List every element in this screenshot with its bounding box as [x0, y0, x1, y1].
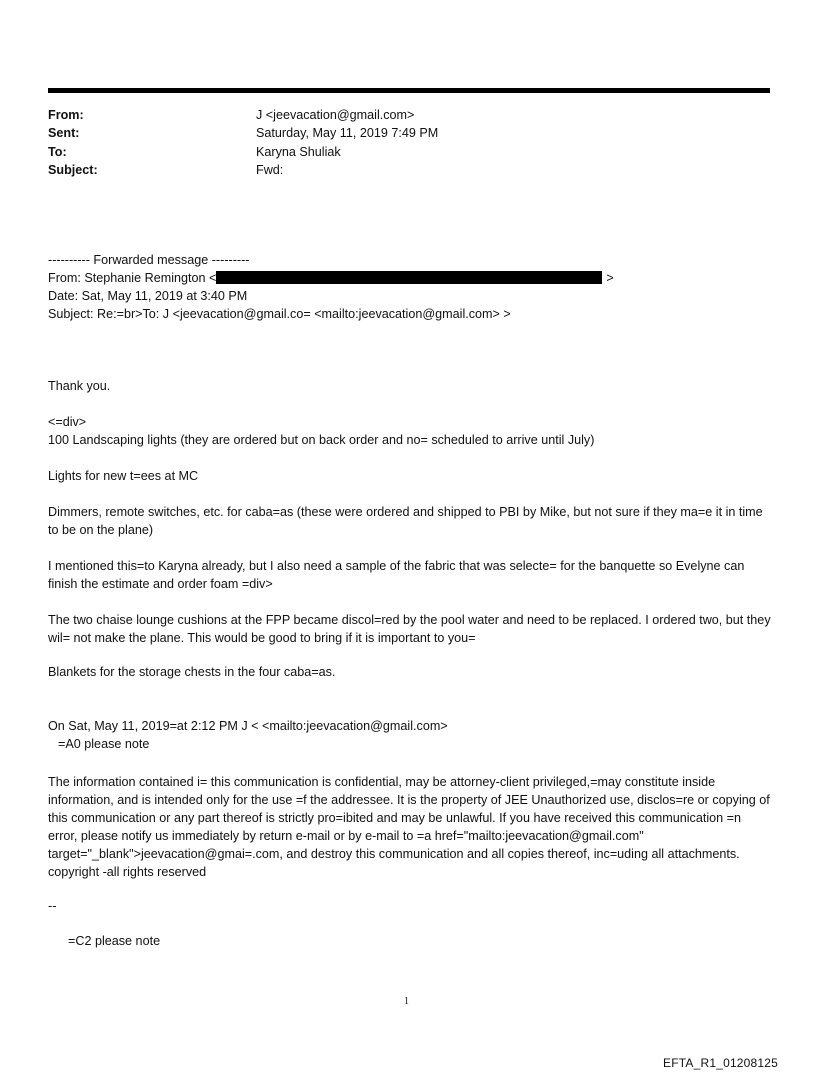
forwarded-subject: Subject: Re:=br>To: J <jeevacation@gmail.co= <mailto:jeevacation@gmail.com> > — [48, 307, 511, 321]
list-item: 100 Landscaping lights (they are ordered but on back order and no= scheduled to arrive until July) — [48, 433, 595, 447]
div-tag-text: <=div> — [48, 415, 87, 429]
forwarded-from — [48, 271, 614, 285]
from-label: From: — [48, 108, 84, 122]
thanks-text: Thank you. — [48, 379, 111, 393]
signature-dashes: -- — [48, 899, 57, 913]
quote-header: On Sat, May 11, 2019=at 2:12 PM J < <mailto:jeevacation@gmail.com> — [48, 719, 448, 733]
list-item: Dimmers, remote switches, etc. for caba=as (these were ordered and shipped to PBI by Mike, but not sure if they ma=e it in time to be on the plane) — [48, 505, 763, 537]
to-label: To: — [48, 145, 67, 159]
quote-note: =A0 please note — [58, 737, 150, 751]
from-value: J <jeevacation@gmail.com> — [256, 108, 415, 122]
disclaimer-text: The information contained i= this communication is confidential, may be attorney-client privileged,=may constitute inside information, and is intended only for the use =f the addressee. It is the property of JEE Unauthorized use, disclos=re or copying of this communication or any part thereof is strictly pro=ibited and may be unlawful. If you have received this communication =n error, please notify us immediately by return e-mail or by e-mail to =a href="mailto:jeevacation@gmail.com" target="_blank">jeevacation@gmai=.com, and destroy this communication and all copies thereof, inc=uding all attachments. copyright -all rights reserved — [48, 775, 770, 879]
document-id: EFTA_R1_01208125 — [663, 1056, 779, 1070]
forwarded-date: Date: Sat, May 11, 2019 at 3:40 PM — [48, 289, 248, 303]
list-item: Blankets for the storage chests in the four caba=as. — [48, 665, 336, 679]
subject-label: Subject: — [48, 163, 98, 177]
list-item: I mentioned this=to Karyna already, but I also need a sample of the fabric that was selecte= for the banquette so Evelyne can finish the estimate and order foam =div> — [48, 559, 745, 591]
page-number: 1 — [404, 996, 409, 1007]
header-rule — [48, 88, 770, 93]
forwarded-from-prefix: From: Stephanie Remington < — [48, 271, 217, 285]
footer-note: =C2 please note — [68, 934, 161, 948]
sent-label: Sent: — [48, 126, 80, 140]
list-item: Lights for new t=ees at MC — [48, 469, 199, 483]
forwarded-marker: ---------- Forwarded message --------- — [48, 253, 250, 267]
subject-value: Fwd: — [256, 163, 284, 177]
redaction-bar — [216, 271, 602, 284]
forwarded-from-suffix: > — [606, 271, 614, 285]
sent-value: Saturday, May 11, 2019 7:49 PM — [256, 126, 439, 140]
list-item: The two chaise lounge cushions at the FPP became discol=red by the pool water and need to be replaced. I ordered two, but they wil= not make the plane. This would be good to bring if it is important to you= — [48, 613, 771, 645]
to-value: Karyna Shuliak — [256, 145, 341, 159]
